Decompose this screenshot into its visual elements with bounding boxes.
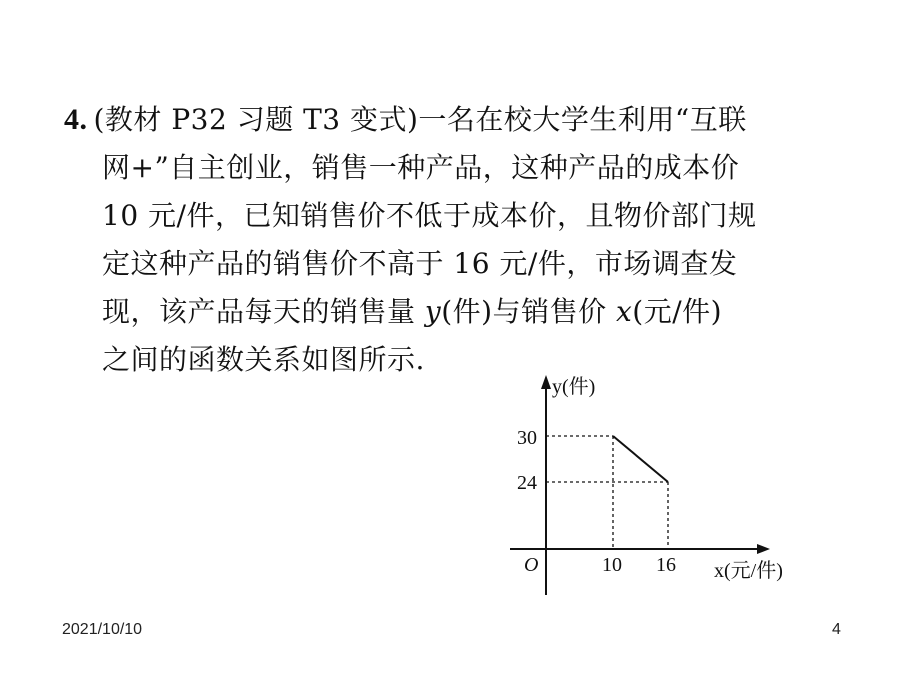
problem-line-1-text: (教材 P32 习题 T3 变式)一名在校大学生利用“互联 (93, 103, 747, 136)
variable-x: x (615, 295, 633, 328)
problem-line-5 (64, 288, 844, 336)
problem-text (64, 96, 844, 384)
problem-line-4: 定这种产品的销售价不高于 16 元/件，市场调查发 (102, 247, 738, 280)
graph-svg (500, 365, 820, 605)
problem-line-6: 之间的函数关系如图所示. (102, 343, 425, 376)
y-tick-24: 24 (517, 472, 537, 494)
page-number: 4 (832, 621, 841, 638)
origin-label: O (524, 554, 539, 576)
function-segment (613, 436, 668, 482)
x-tick-16: 16 (656, 554, 676, 576)
problem-line-2: 网+”自主创业，销售一种产品，这种产品的成本价 (102, 151, 740, 184)
problem-number: 4. (64, 103, 88, 136)
x-axis-label: x(元/件) (714, 560, 783, 582)
variable-y: y (424, 295, 442, 328)
x-axis-arrow (757, 544, 770, 554)
problem-line-1 (64, 96, 844, 144)
y-tick-30: 30 (517, 427, 537, 449)
problem-line-3: 10 元/件，已知销售价不低于成本价，且物价部门规 (102, 199, 757, 232)
footer-date: 2021/10/10 (62, 621, 143, 638)
problem-line-5-a: 现，该产品每天的销售量 (102, 295, 425, 328)
problem-line-5-b: (件)与销售价 (441, 295, 616, 328)
function-graph (500, 365, 820, 605)
x-tick-10: 10 (602, 554, 622, 576)
y-axis-arrow (541, 375, 551, 389)
problem-line-5-c: (元/件) (632, 295, 723, 328)
y-axis-label: y(件) (552, 376, 596, 398)
